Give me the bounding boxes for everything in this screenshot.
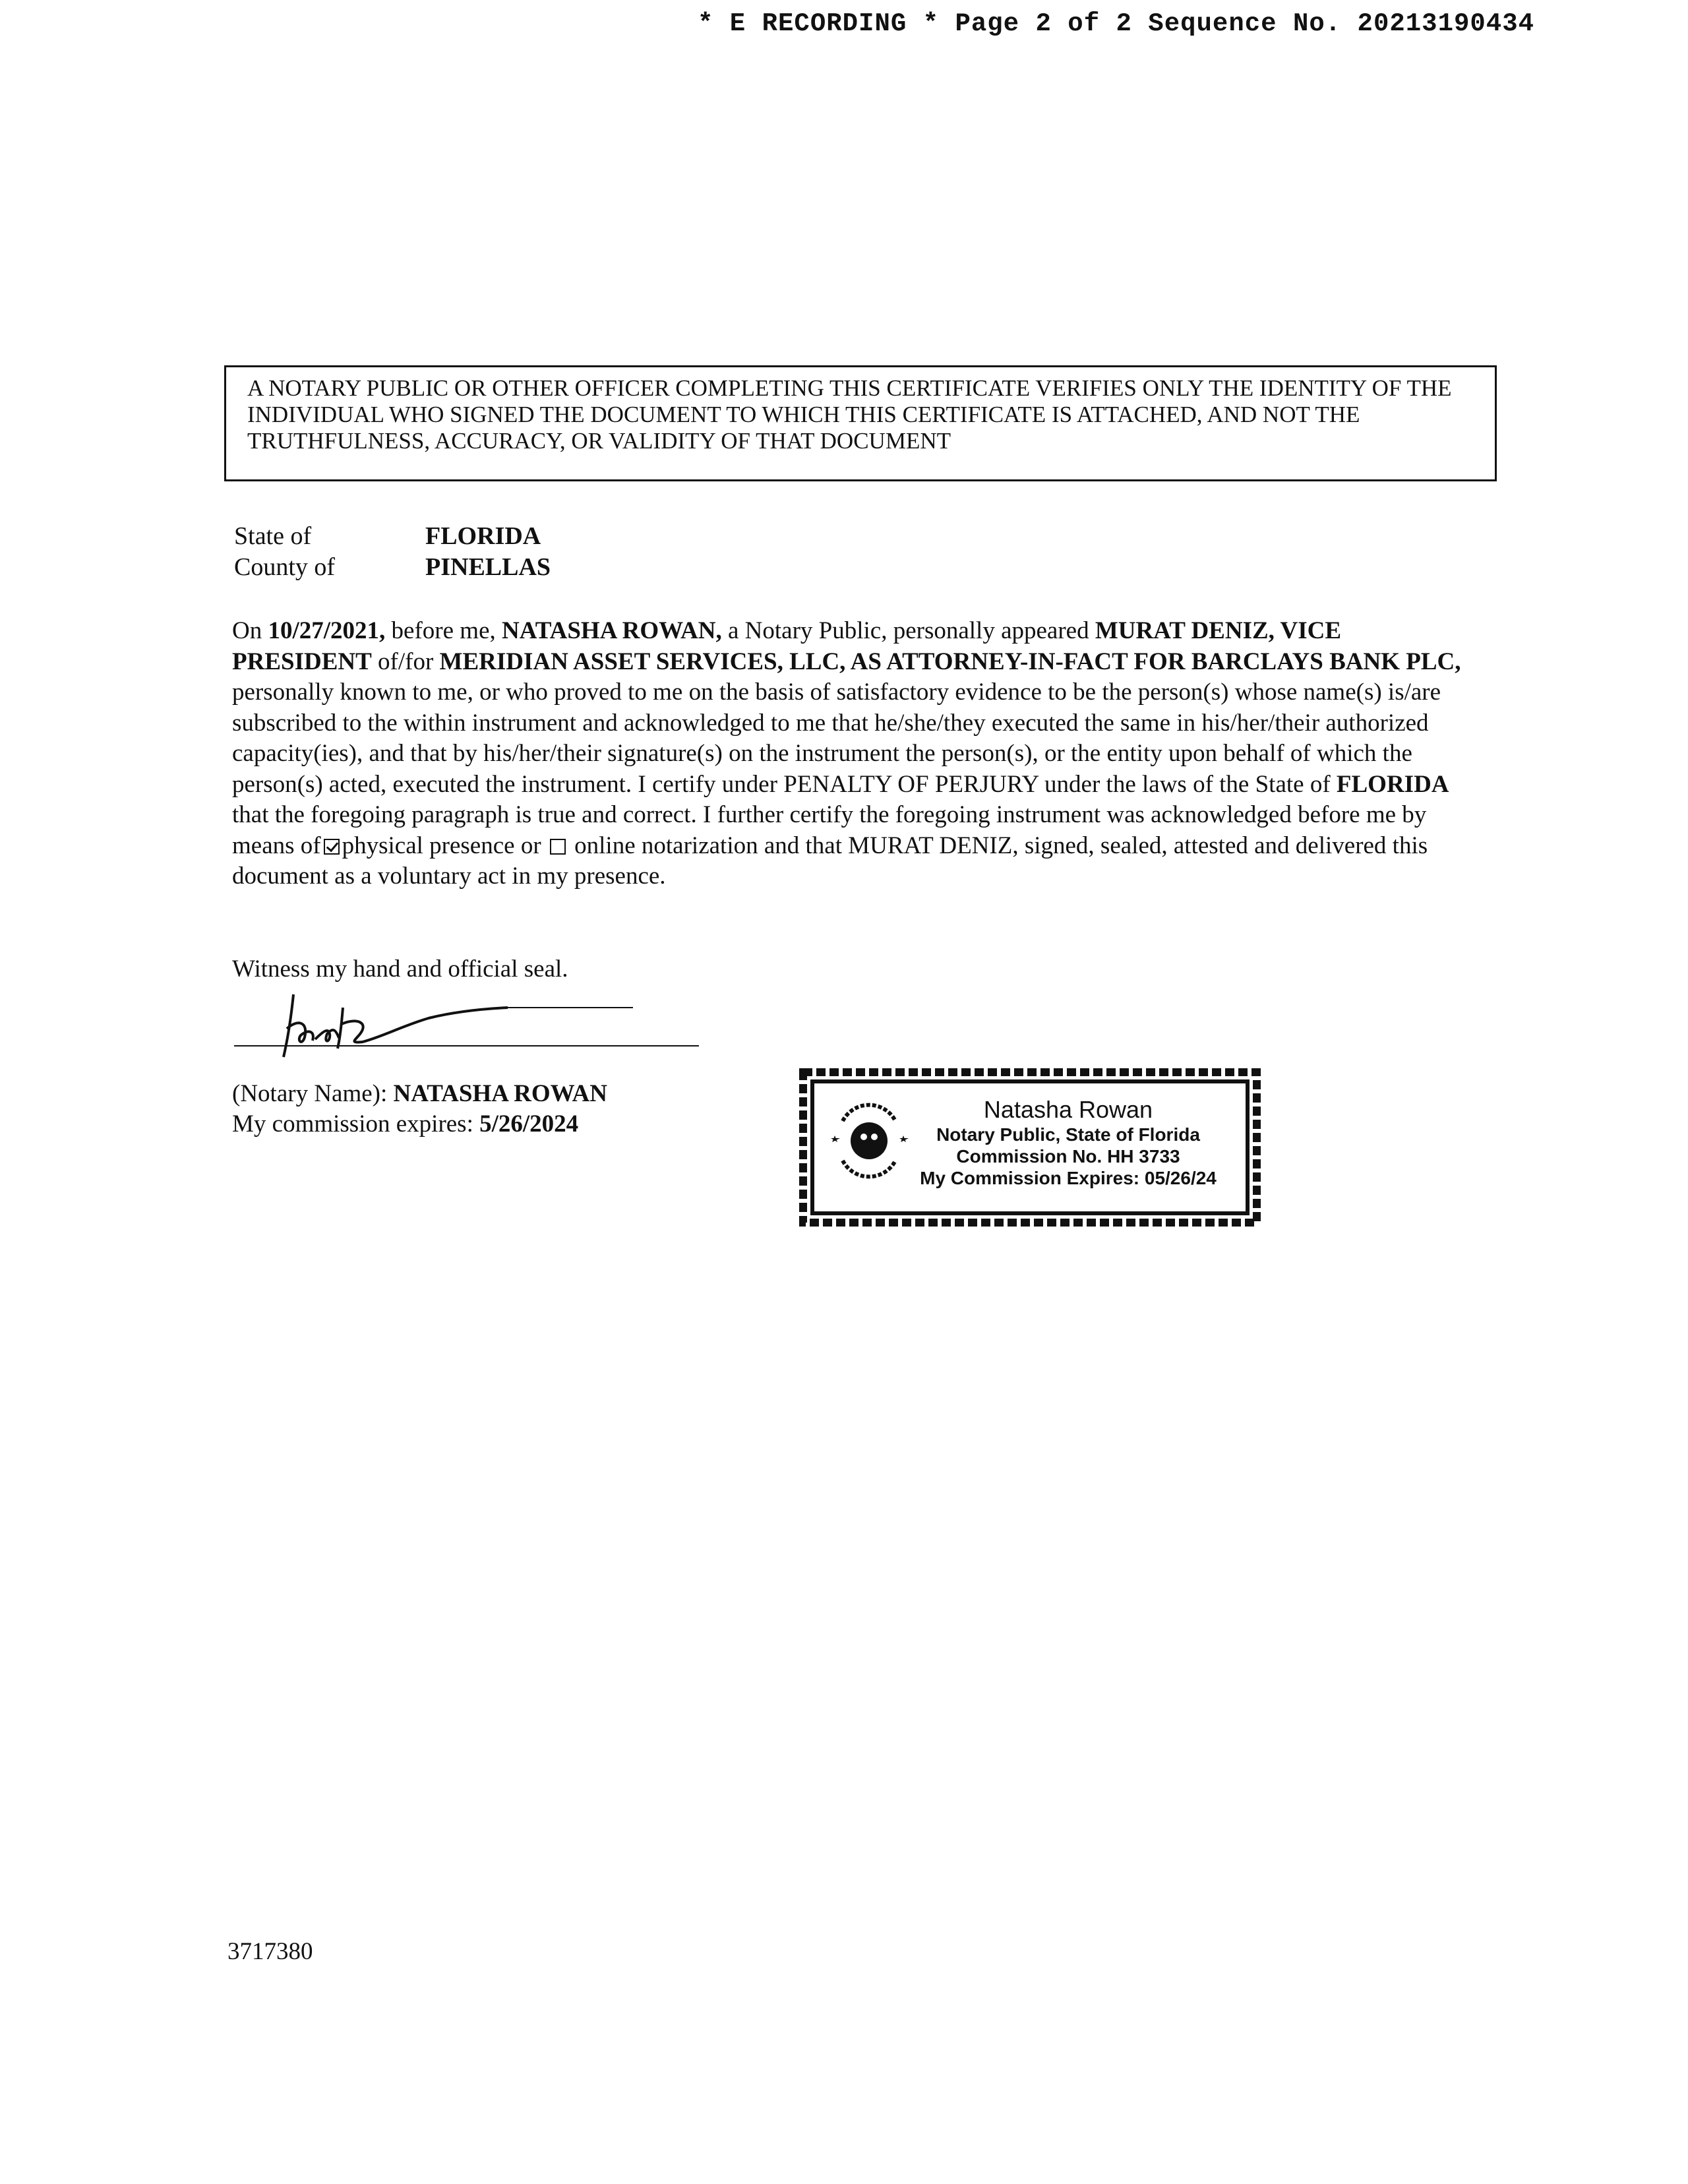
- stamp-line-1: Notary Public, State of Florida: [936, 1124, 1200, 1145]
- stamp-notary-name: Natasha Rowan: [983, 1096, 1153, 1123]
- ack-of-for: of/for: [378, 648, 434, 675]
- state-value: FLORIDA: [425, 522, 541, 550]
- physical-presence-checkbox: [324, 839, 340, 855]
- ack-notary-name: NATASHA ROWAN,: [502, 617, 722, 644]
- ack-body-1: personally known to me, or who proved to me on the basis of satisfactory evidence to be the person(s) whose name(s) is/are subscribed to the within instrument and acknowledged to me that he/she/they executed the same in his/her/their authorized capacity(ies), and that by his/her/their signature(s) on the instrument the person(s), or the entity upon behalf of which the person(s) acted, executed the instrument. I certify under PENALTY OF PERJURY under the laws of the State of: [232, 679, 1441, 798]
- signature-line: [234, 1045, 699, 1046]
- ack-option-online: online notarization and that MURAT DENIZ, signed, sealed, attested and delivered this document as a voluntary act in my presence.: [232, 832, 1428, 890]
- notary-disclaimer-text: A NOTARY PUBLIC OR OTHER OFFICER COMPLETING THIS CERTIFICATE VERIFIES ONLY THE IDENTITY OF THE INDIVIDUAL WHO SIGNED THE DOCUMENT TO WHICH THIS CERTIFICATE IS ATTACHED, AND NOT THE TRUTHFULNESS, ACCURACY, OR VALIDITY OF THAT DOCUMENT: [247, 375, 1452, 454]
- state-label: State of: [234, 522, 312, 550]
- county-label: County of: [234, 553, 336, 581]
- ack-a-notary: a Notary Public, personally appeared: [727, 617, 1089, 644]
- ack-date: 10/27/2021,: [268, 617, 386, 644]
- ack-entity: MERIDIAN ASSET SERVICES, LLC, AS ATTORNEY-IN-FACT FOR BARCLAYS BANK PLC,: [439, 648, 1461, 675]
- recording-header: * E RECORDING * Page 2 of 2 Sequence No. 20213190434: [698, 9, 1534, 38]
- ack-signer: MURAT DENIZ, VICE PRESIDENT: [232, 617, 1342, 675]
- ack-body-2: that the foregoing paragraph is true and correct. I further certify the foregoing instrument was acknowledged before me by means of: [232, 801, 1427, 859]
- ack-state: FLORIDA: [1336, 770, 1449, 798]
- document-number: 3717380: [227, 1938, 313, 1965]
- ack-on: On: [232, 617, 262, 644]
- commission-expires-label: My commission expires:: [232, 1110, 473, 1138]
- stamp-line-3: My Commission Expires: 05/26/24: [920, 1168, 1217, 1188]
- county-value: PINELLAS: [425, 553, 551, 581]
- notary-stamp: [897, 1096, 1240, 1189]
- notary-disclaimer-box: [224, 365, 1497, 481]
- notary-name-label: (Notary Name):: [232, 1080, 388, 1107]
- acknowledgment-paragraph: [232, 616, 1472, 892]
- notary-name-value: NATASHA ROWAN: [393, 1080, 607, 1107]
- notary-info: [232, 1079, 607, 1139]
- venue-block: [234, 521, 551, 583]
- ack-before-me: before me,: [391, 617, 496, 644]
- witness-line: Witness my hand and official seal.: [232, 956, 568, 983]
- stamp-line-2: Commission No. HH 3733: [956, 1146, 1180, 1167]
- commission-expires-value: 5/26/2024: [479, 1110, 579, 1138]
- notary-signature: [231, 988, 706, 1060]
- online-notarization-checkbox: [550, 839, 566, 855]
- ack-option-physical: physical presence or: [342, 832, 541, 859]
